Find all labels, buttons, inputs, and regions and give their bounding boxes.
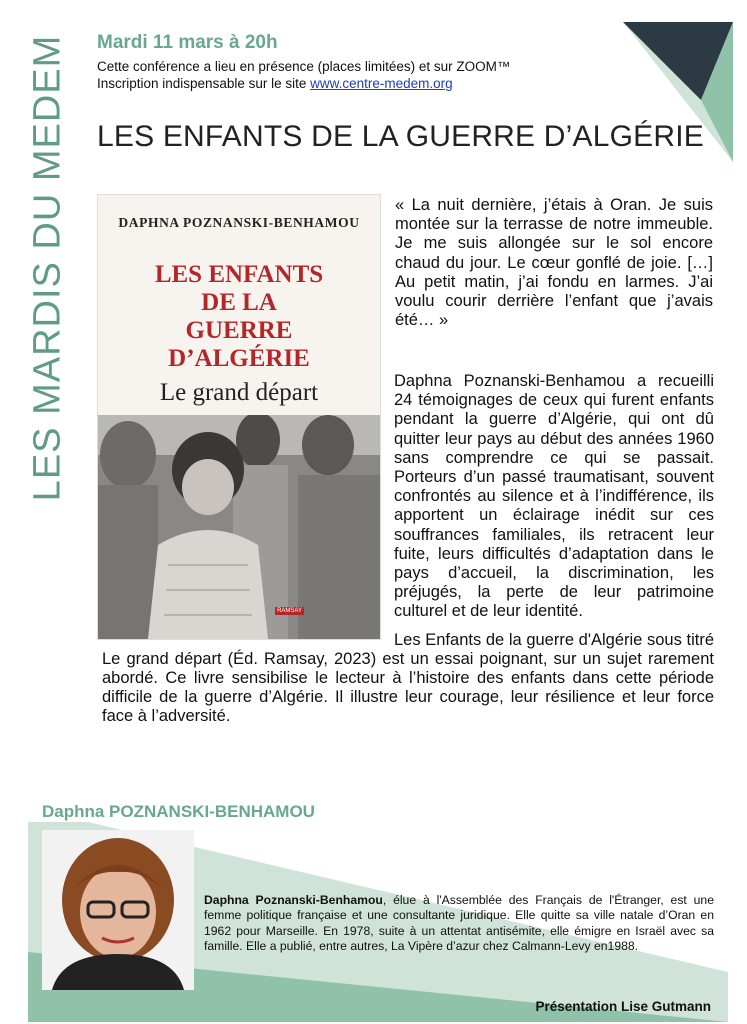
- book-description: [102, 372, 714, 736]
- bio-text: , élue à l'Assemblée des Français de l'Étranger, est une femme politique française et une consultante juridique. Elle quitte sa ville natale d’Oran en 1962 pour Marseille. En 1978, suite à un attentat antisémite, elle émigre en Israël avec sa famille. Elle a publié, entre autres, La Vipère d’azur chez Calmann-Levy en1988.: [204, 893, 714, 954]
- book-quote: « La nuit dernière, j’étais à Oran. Je suis montée sur la terrasse de notre immeuble. Je me suis allongée sur le sol encore chaud du jour. Le cœur gonflé de joie. […] Au petit matin, j’ai fondu en larmes. J’ai voulu courir derrière l’enfant que j’avais été… »: [395, 196, 713, 330]
- presenter-credit: Présentation Lise Gutmann: [535, 999, 711, 1014]
- book-title: [98, 261, 380, 373]
- speaker-portrait: [42, 830, 194, 990]
- page-title: LES ENFANTS DE LA GUERRE D’ALGÉRIE: [97, 120, 704, 153]
- book-publisher: RAMSAY: [277, 608, 302, 614]
- series-title: [18, 28, 78, 508]
- book-subtitle: Le grand départ: [159, 379, 319, 406]
- book-title-line: LES ENFANTS: [154, 261, 324, 288]
- book-author: DAPHNA POZNANSKI-BENHAMOU: [118, 215, 360, 230]
- speaker-bio: [204, 893, 714, 955]
- website-link[interactable]: www.centre-medem.org: [310, 76, 453, 91]
- event-date: Mardi 11 mars à 20h: [97, 32, 278, 53]
- speaker-heading: Daphna POZNANSKI-BENHAMOU: [42, 802, 315, 821]
- speaker-portrait-image: [42, 830, 194, 990]
- description-paragraph-2: Les Enfants de la guerre d'Algérie sous titré Le grand départ (Éd. Ramsay, 2023) est un essai poignant, sur un sujet rarement abordé. Ce livre sensibilise le lecteur à l’histoire des enfants dans cette période difficile de la guerre d’Algérie. Il illustre leur courage, leur résilience et leur force face à l’adversité.: [102, 630, 714, 726]
- event-info-prefix: Inscription indispensable sur le site: [97, 76, 307, 91]
- description-paragraph-1: Daphna Poznanski-Benhamou a recueilli 24 témoignages de ceux qui furent enfants pendant la guerre d’Algérie, qui ont dû quitter leur pays au début des années 1960 sans comprendre ce qui se passait. Porteurs d’un passé traumatisant, souvent confrontés au silence et à l’indifférence, ils apportent un éclairage inédit sur ces souffrances familiales, ils retracent leur fuite, leurs difficultés d’adaptation dans le pays d’accueil, la discrimination, les préjugés, la perte de leur patrimoine culturel et de leur identité.: [394, 372, 714, 621]
- bio-name: Daphna Poznanski-Benhamou: [204, 893, 383, 907]
- book-title-line: GUERRE: [185, 317, 293, 344]
- book-title-line: D’ALGÉRIE: [168, 345, 310, 372]
- event-info-line2: [97, 75, 510, 92]
- event-info-line1: Cette conférence a lieu en présence (places limitées) et sur ZOOM™: [97, 59, 511, 74]
- book-title-line: DE LA: [201, 289, 277, 316]
- event-info: [97, 58, 510, 92]
- series-title-text: LES MARDIS DU MEDEM: [26, 34, 69, 502]
